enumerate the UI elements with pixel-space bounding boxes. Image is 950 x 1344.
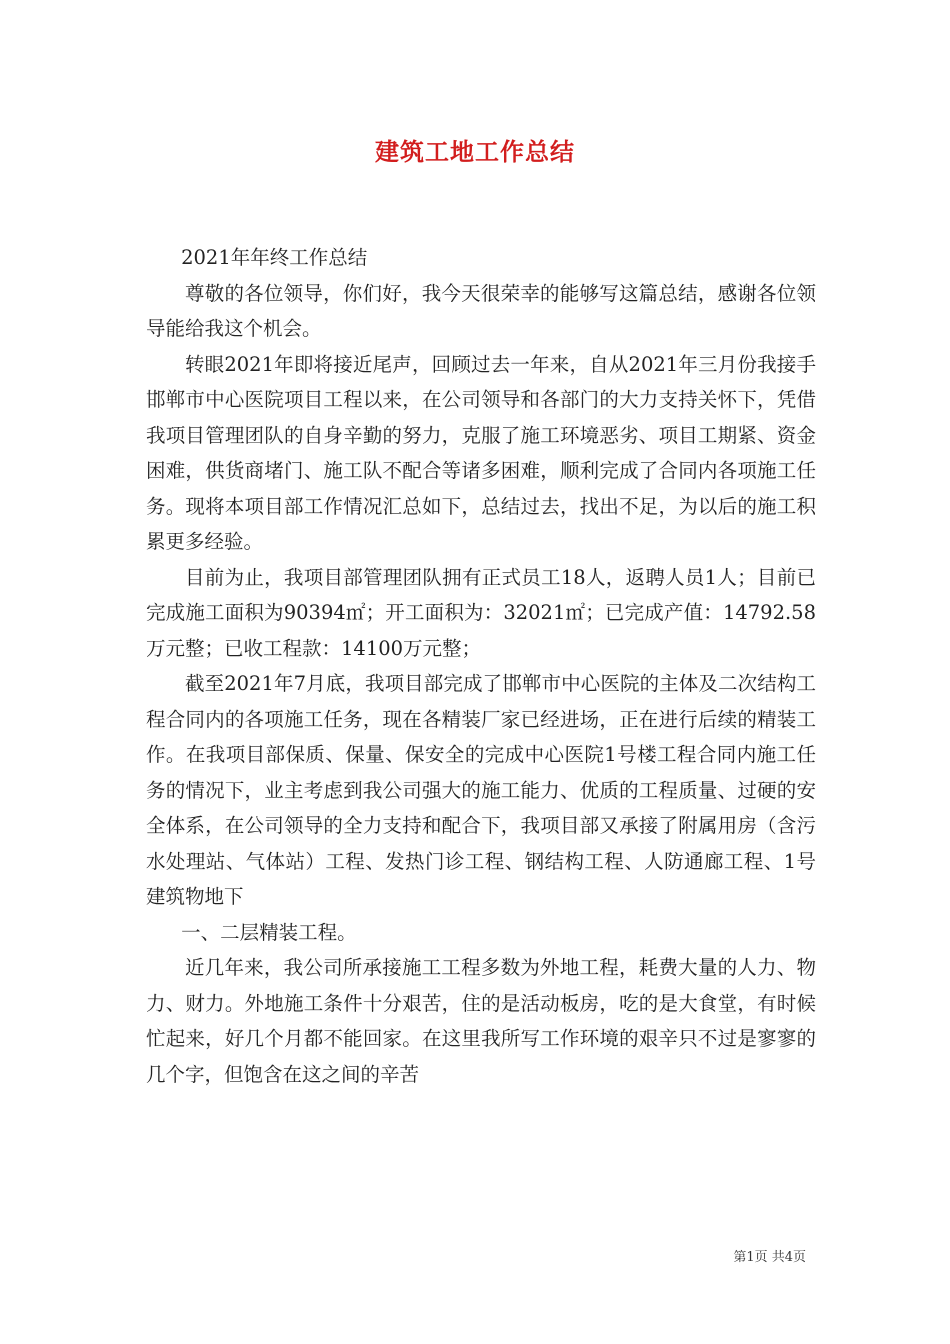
paragraph-subheading: 一、二层精装工程。 bbox=[181, 920, 357, 944]
page-number: 第1页 共4页 bbox=[733, 1250, 806, 1265]
paragraph: 近几年来，我公司所承接施工工程多数为外地工程，耗费大量的人力、物力、财力。外地施工条件十分艰苦，住的是活动板房，吃的是大食堂，有时候忙起来，好几个月都不能回家。在这里我所写工作环境的艰辛只不过是寥寥的几个字，但饱含在这之间的辛苦 bbox=[146, 956, 816, 1086]
document-title: 建筑工地工作总结 bbox=[375, 138, 575, 166]
paragraph: 转眼2021年即将接近尾声，回顾过去一年来，自从2021年三月份我接手邯郸市中心医院项目工程以来，在公司领导和各部门的大力支持关怀下，凭借我项目管理团队的自身辛勤的努力，克服了施工环境恶劣、项目工期紧、资金困难，供货商堵门、施工队不配合等诸多困难，顺利完成了合同内各项施工任务。现将本项目部工作情况汇总如下，总结过去，找出不足，为以后的施工积累更多经验。 bbox=[146, 352, 816, 553]
paragraph-heading: 2021年年终工作总结 bbox=[181, 246, 368, 269]
paragraph: 截至2021年7月底，我项目部完成了邯郸市中心医院的主体及二次结构工程合同内的各项施工任务，现在各精装厂家已经进场，正在进行后续的精装工作。在我项目部保质、保量、保安全的完成中心医院1号楼工程合同内施工任务的情况下，业主考虑到我公司强大的施工能力、优质的工程质量、过硬的安全体系，在公司领导的全力支持和配合下，我项目部又承接了附属用房（含污水处理站、气体站）工程、发热门诊工程、钢结构工程、人防通廊工程、1号建筑物地下 bbox=[146, 672, 816, 908]
paragraph: 尊敬的各位领导，你们好，我今天很荣幸的能够写这篇总结，感谢各位领导能给我这个机会。 bbox=[146, 281, 816, 340]
paragraph: 目前为止，我项目部管理团队拥有正式员工18人，返聘人员1人；目前已完成施工面积为90394㎡；开工面积为：32021㎡；已完成产值：14792.58万元整；已收工程款：14100万元整； bbox=[146, 565, 816, 660]
document-body bbox=[146, 240, 816, 1092]
